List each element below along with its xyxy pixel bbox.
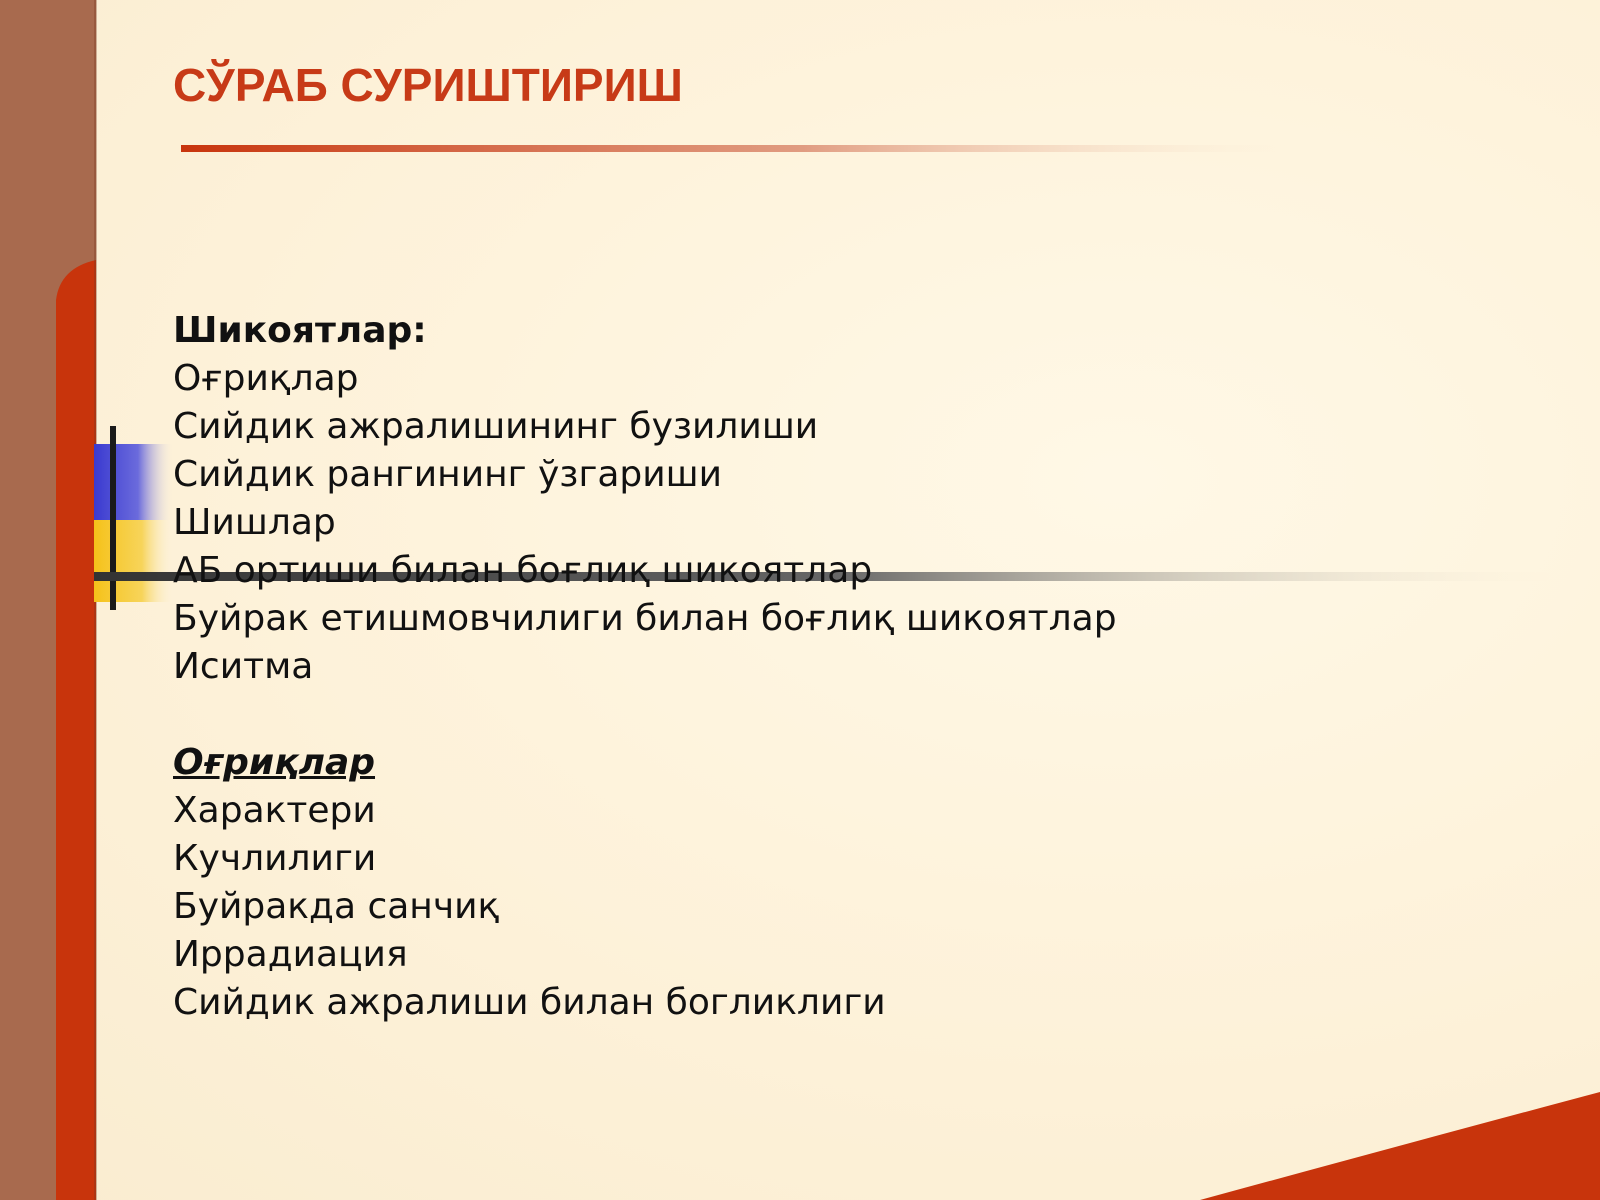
left-bar-red (56, 260, 96, 1200)
complaint-item: Шишлар (173, 502, 336, 543)
pain-item: Иррадиация (173, 934, 408, 975)
accent-blue-block (94, 444, 174, 520)
complaint-item: Оғриқлар (173, 358, 359, 399)
slide-body (173, 307, 1373, 1027)
title-underline (181, 145, 1311, 152)
complaint-item: Буйрак етишмовчилиги билан боғлиқ шикоятлар (173, 598, 1117, 639)
accent-yellow-block (94, 520, 174, 602)
complaint-item: Сийдик рангининг ўзгариши (173, 454, 722, 495)
pain-heading: Оғриқлар (173, 742, 376, 783)
pain-item: Кучлилиги (173, 838, 377, 879)
complaint-item: АБ ортиши билан боғлиқ шикоятлар (173, 550, 873, 591)
section-spacer (173, 691, 1373, 739)
pain-item: Характери (173, 790, 376, 831)
complaints-heading: Шикоятлар: (173, 310, 427, 351)
pain-item: Сийдик ажралиши билан богликлиги (173, 982, 886, 1023)
complaint-item: Сийдик ажралишининг бузилиши (173, 406, 819, 447)
bottom-right-wave (1200, 1092, 1600, 1200)
complaint-item: Иситма (173, 646, 314, 687)
pain-item: Буйракда санчиқ (173, 886, 500, 927)
accent-vertical-line (110, 426, 116, 610)
slide-title: СЎРАБ СУРИШТИРИШ (173, 59, 683, 111)
